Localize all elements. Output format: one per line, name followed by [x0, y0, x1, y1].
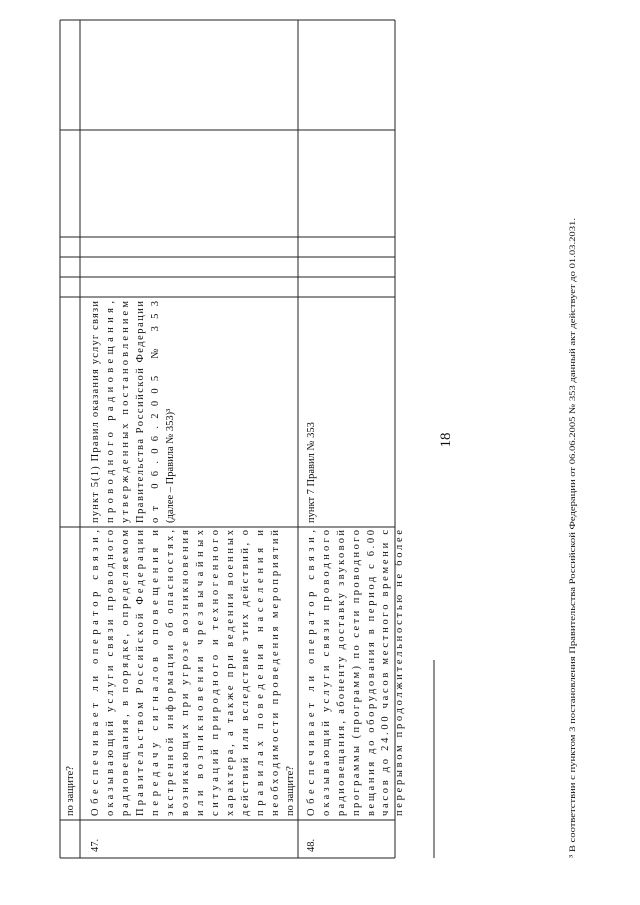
reference-line: Правительства Российской Федерации: [135, 301, 146, 523]
question-line: или возникновении чрезвычайных: [195, 530, 206, 816]
question-line: радиовещания, в порядке, определяемом: [120, 530, 131, 816]
prev-row-tail: по защите?: [65, 766, 76, 816]
reference-line: (далее – Правила № 353)³: [165, 408, 176, 523]
row-number: 48.: [306, 838, 317, 852]
question-line: характера, а также при ведении военных: [225, 530, 236, 816]
question-line: оказывающий услуги связи проводного: [105, 530, 116, 816]
reference-cell: [306, 422, 317, 523]
reference-line: пункт 7 Правил № 353: [306, 422, 317, 523]
question-line: Правительством Российской Федерации: [135, 530, 146, 816]
question-line: оказывающий услуги связи проводного: [321, 530, 332, 816]
question-line: передачу сигналов оповещения и: [150, 530, 161, 816]
footnote: ³ В соответствии с пунктом 3 постановления Правительства Российской Федерации от 06.06.2005 № 353 данный акт действует до 01.03.2031.: [567, 345, 577, 858]
question-line: по защите?: [285, 766, 296, 816]
question-line: перерывом продолжительностью не более: [394, 530, 405, 816]
question-line: часов до 24.00 часов местного времени с: [380, 530, 391, 816]
page-number: 18: [438, 432, 454, 448]
reference-line: пункт 5(1) Правил оказания услуг связи: [90, 301, 101, 523]
reference-line: проводного радиовещания,: [105, 301, 116, 523]
row-number: 47.: [90, 838, 101, 852]
reference-line: от 06.06.2005 № 353: [150, 300, 161, 523]
question-line: необходимости проведения мероприятий: [270, 530, 281, 816]
question-line: программы (программ) по сети проводного: [351, 530, 362, 816]
question-line: действий или вследствие этих действий, о: [240, 530, 251, 816]
question-line: правилах поведения населения и: [255, 530, 266, 816]
reference-line: утвержденных постановлением: [120, 300, 131, 523]
question-line: Обеспечивает ли оператор связи,: [306, 530, 317, 816]
question-line: экстренной информации об опасностях,: [165, 530, 176, 816]
question-line: вещания до оборудования в период с 6.00: [366, 530, 377, 816]
question-line: Обеспечивает ли оператор связи,: [90, 530, 101, 816]
question-line: возникающих при угрозе возникновения: [180, 530, 191, 816]
question-line: ситуаций природного и техногенного: [210, 530, 221, 816]
question-line: радиовещания, абоненту доставку звуковой: [336, 530, 347, 816]
